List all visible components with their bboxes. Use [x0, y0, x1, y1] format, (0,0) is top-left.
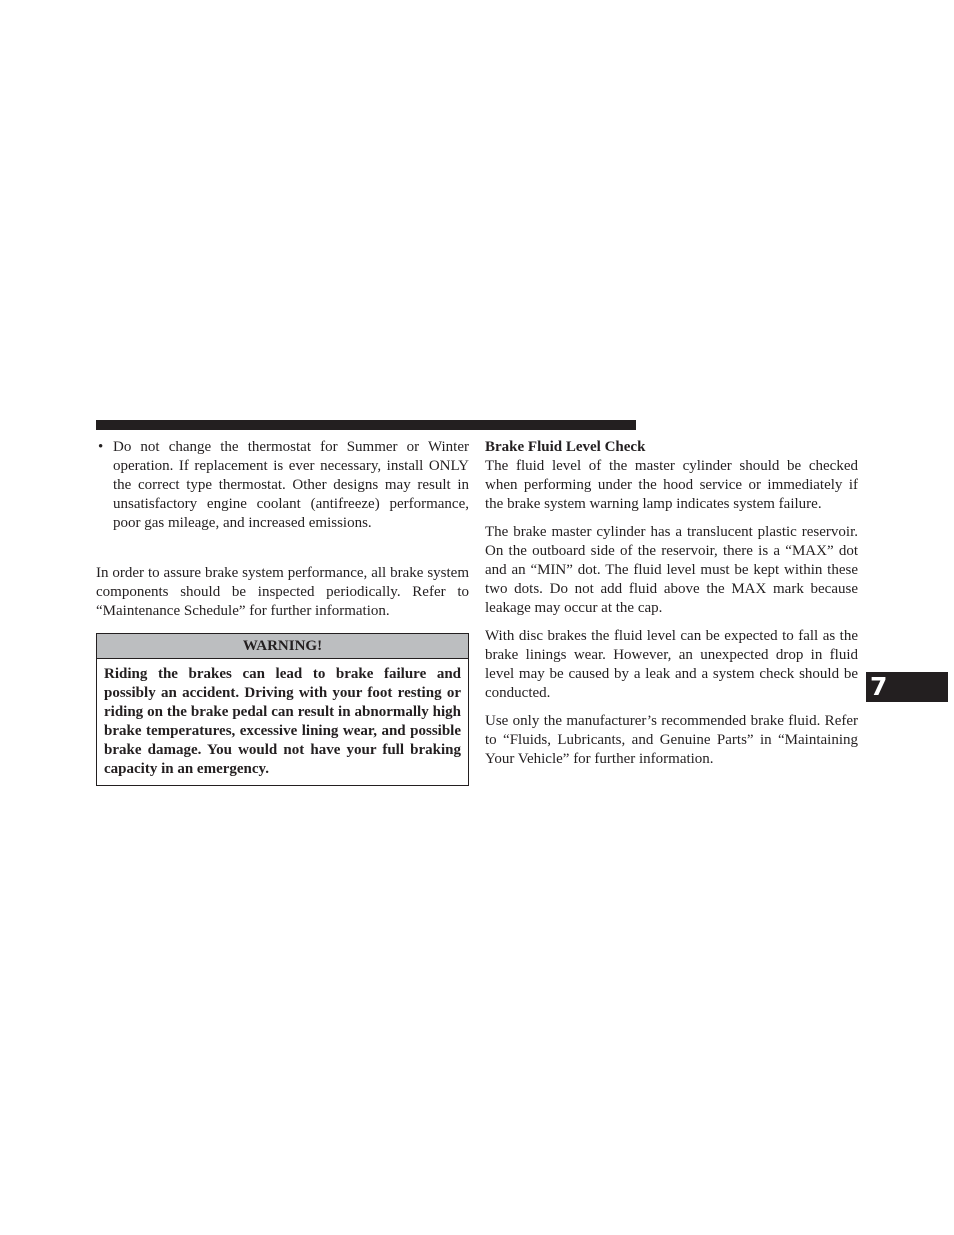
section-rule-bar — [96, 420, 636, 430]
chapter-tab: 7 — [866, 672, 948, 702]
warning-title: WARNING! — [97, 634, 468, 659]
fluid-paragraph-2: The brake master cylinder has a translucent plastic reservoir. On the outboard side of the reservoir, there is a “MAX” dot and an “MIN” dot. The fluid level must be kept within these two dots. Do not add fluid above the MAX mark because leakage may occur at the cap. — [485, 524, 858, 616]
thermostat-bullet-text: Do not change the thermostat for Summer or Winter operation. If replacement is ever necessary, install ONLY the correct type thermostat. Other designs may result in unsatisfactory engine coolant (antifreeze) performance, poor gas mileage, and increased emissions. — [113, 439, 469, 531]
left-column — [96, 438, 469, 786]
bullet-dot-icon: • — [98, 439, 104, 455]
fluid-paragraph-1: The fluid level of the master cylinder should be checked when performing under the hood service or immediately if the brake system warning lamp indicates system failure. — [485, 458, 858, 512]
brake-intro-paragraph: In order to assure brake system performance, all brake system components should be inspected periodically. Refer to “Maintenance Schedule” for further information. — [96, 565, 469, 619]
fluid-paragraph-3: With disc brakes the fluid level can be expected to fall as the brake linings wear. However, an unexpected drop in fluid level may be caused by a leak and a system check should be conducted. — [485, 628, 858, 701]
right-column — [485, 438, 858, 769]
brake-fluid-heading: Brake Fluid Level Check — [485, 439, 646, 455]
thermostat-bullet — [96, 438, 469, 533]
fluid-paragraph-4: Use only the manufacturer’s recommended brake fluid. Refer to “Fluids, Lubricants, and Genuine Parts” in “Maintaining Your Vehicle” for further information. — [485, 713, 858, 767]
warning-box — [96, 633, 469, 786]
warning-text: Riding the brakes can lead to brake failure and possibly an accident. Driving with your foot resting or riding on the brake pedal can result in abnormally high brake temperatures, excessive lining wear, and possible brake damage. You would not have your full braking capacity in an emergency. — [104, 666, 461, 777]
